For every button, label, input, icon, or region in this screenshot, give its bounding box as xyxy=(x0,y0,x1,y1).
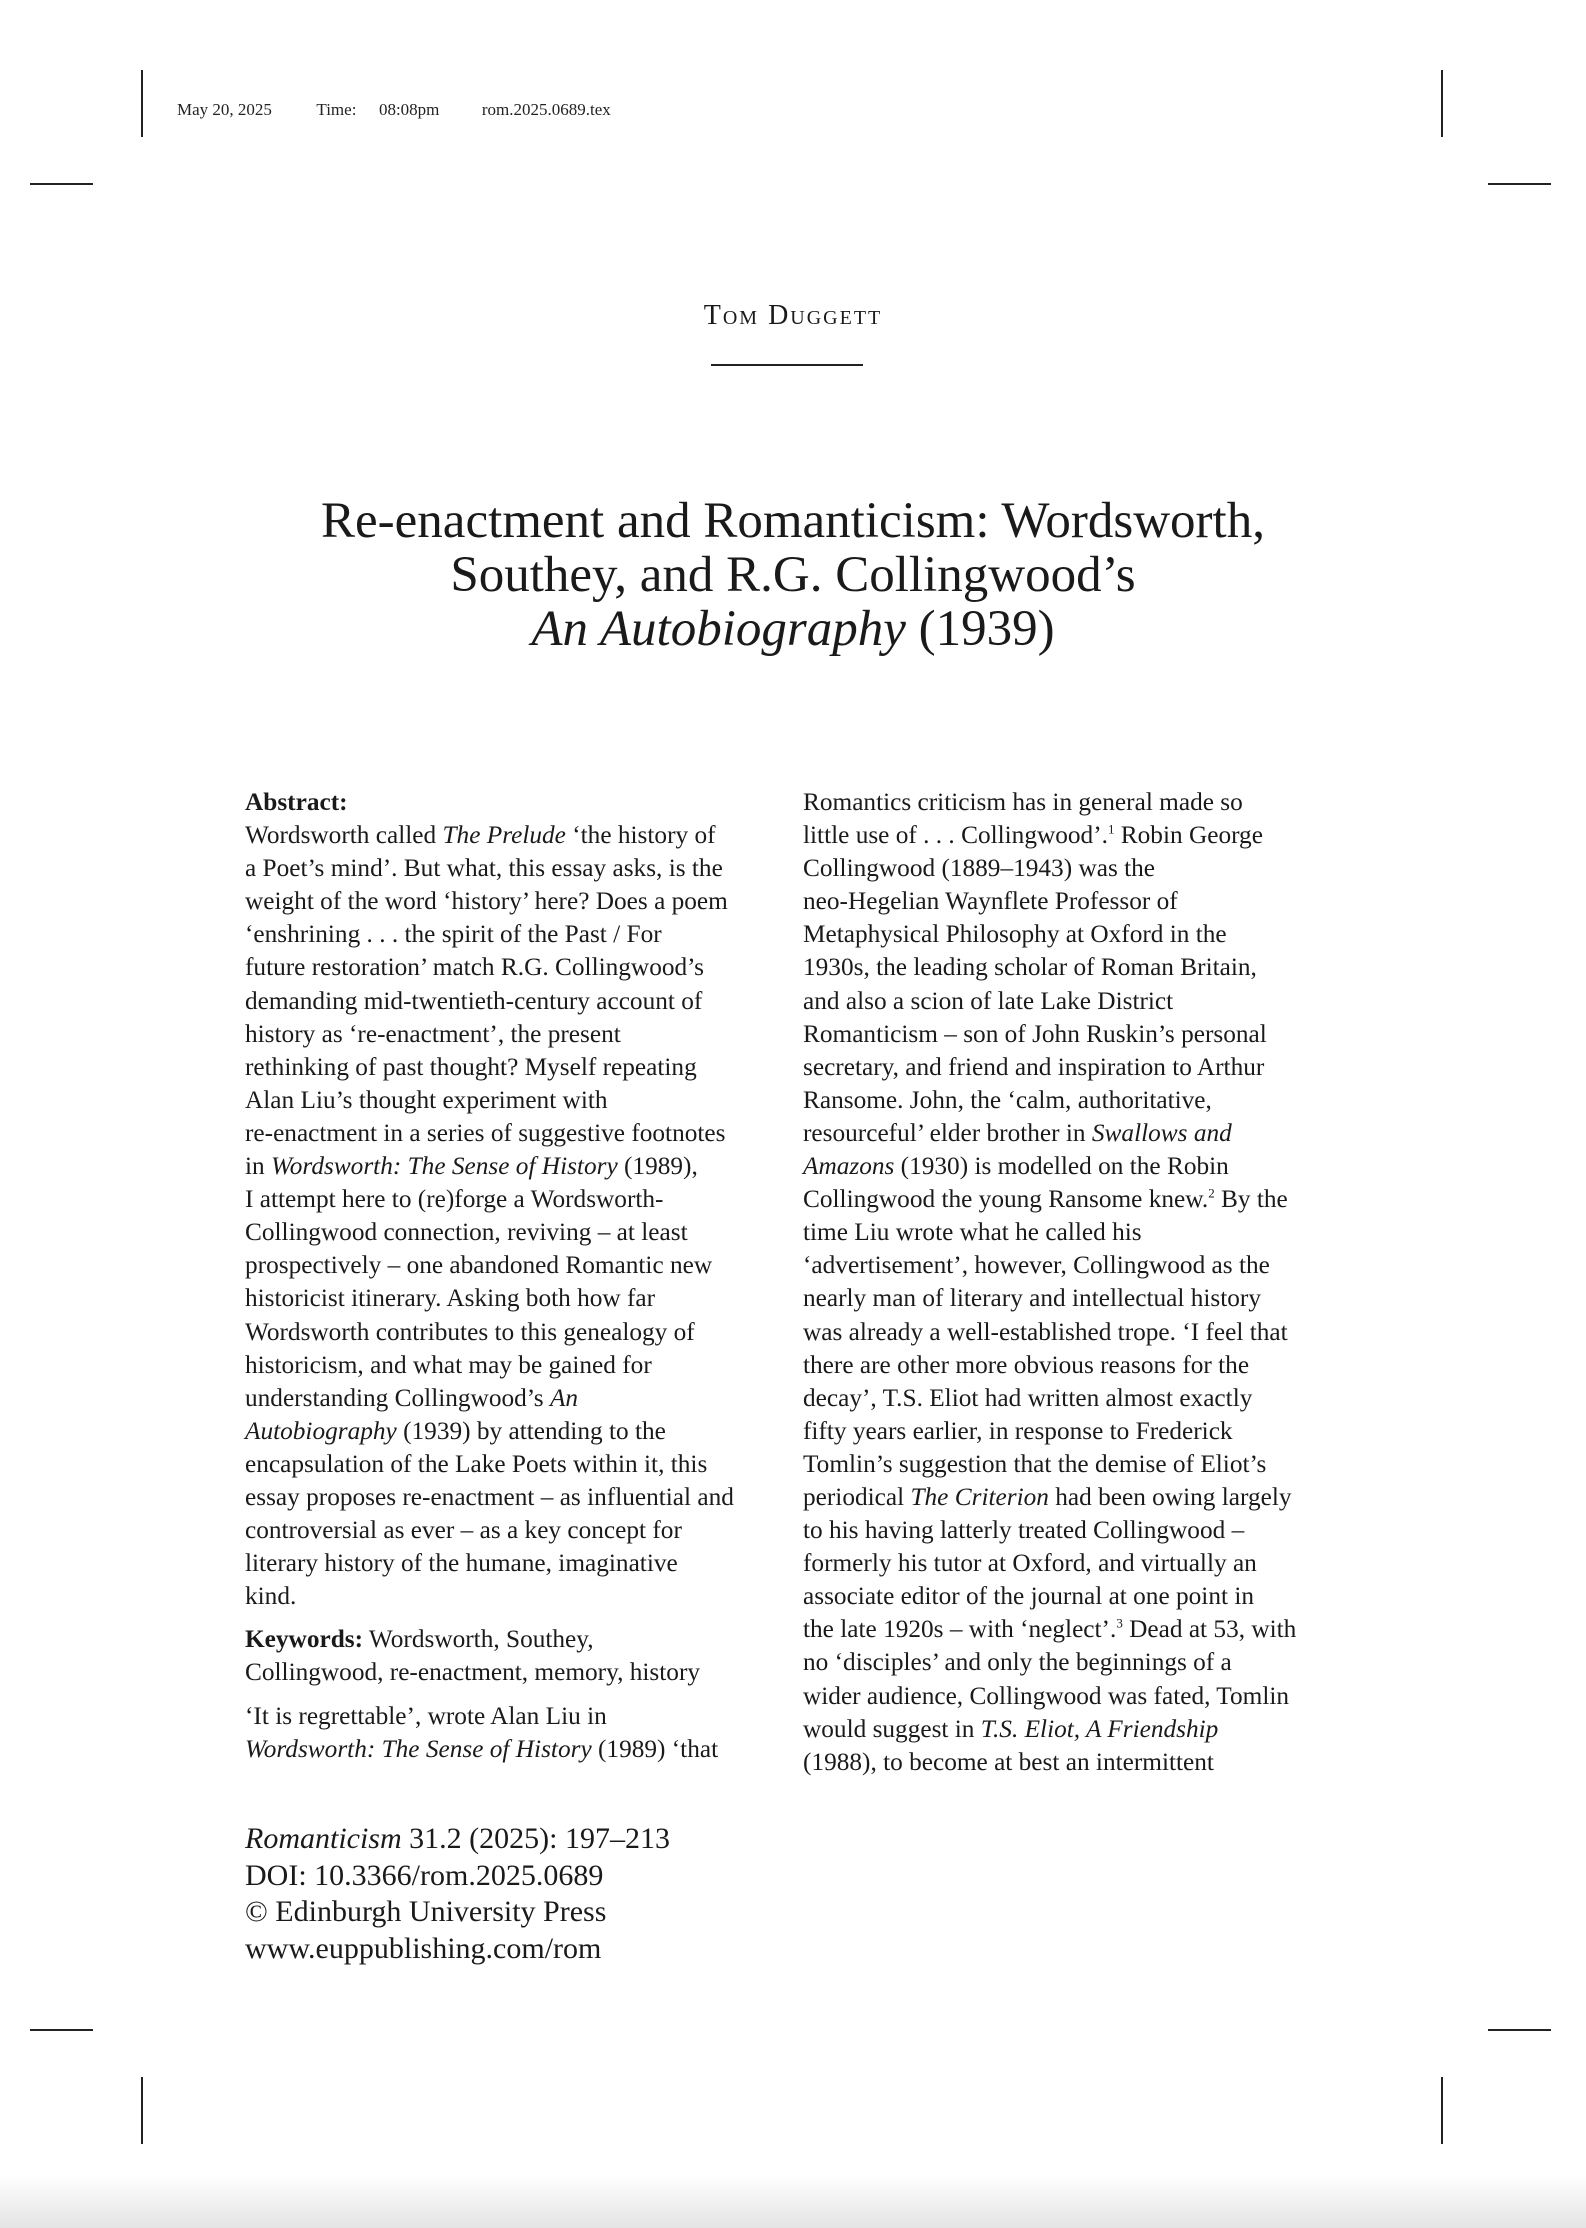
text-line xyxy=(245,1700,775,1733)
abstract-text xyxy=(245,819,775,1613)
text-line xyxy=(245,918,775,951)
text-segment: By the xyxy=(1214,1185,1288,1214)
text-line xyxy=(245,1018,775,1051)
text-line xyxy=(803,1249,1343,1282)
article-title xyxy=(0,494,1586,656)
italic-text: The Prelude xyxy=(442,821,566,850)
text-segment: literary history of the humane, imaginative xyxy=(245,1549,678,1578)
text-line xyxy=(803,1349,1343,1382)
text-segment: encapsulation of the Lake Poets within it, this xyxy=(245,1449,708,1478)
italic-text: Swallows and xyxy=(1091,1118,1232,1147)
header-date: May 20, 2025 xyxy=(177,100,272,119)
text-line xyxy=(803,1448,1343,1481)
text-segment: formerly his tutor at Oxford, and virtually an xyxy=(803,1549,1257,1578)
text-line xyxy=(245,1216,775,1249)
text-line xyxy=(803,1282,1343,1315)
text-line xyxy=(803,918,1343,951)
text-line xyxy=(803,1018,1343,1051)
text-line xyxy=(245,1150,775,1183)
text-segment: little use of . . . Collingwood’. xyxy=(803,821,1108,850)
text-segment: (1989), xyxy=(617,1152,698,1181)
text-line xyxy=(803,1713,1343,1746)
text-segment: was already a well-established trope. ‘I feel that xyxy=(803,1317,1288,1346)
crop-mark xyxy=(30,2029,93,2031)
title-line: Re-enactment and Romanticism: Wordsworth, xyxy=(321,493,1265,549)
text-segment: 1930s, the leading scholar of Roman Britain, xyxy=(803,953,1257,982)
text-line xyxy=(245,1349,775,1382)
crop-mark xyxy=(1441,70,1443,137)
text-line xyxy=(803,1514,1343,1547)
text-segment: Romantics criticism has in general made so xyxy=(803,788,1243,816)
text-line xyxy=(245,1282,775,1315)
text-segment: I attempt here to (re)forge a Wordsworth- xyxy=(245,1185,664,1214)
footnote-marker: 3 xyxy=(1116,1615,1123,1631)
text-line xyxy=(245,1183,775,1216)
keywords-label: Keywords: xyxy=(245,1625,364,1654)
text-line xyxy=(245,1051,775,1084)
journal-footer xyxy=(245,1821,670,1967)
text-line xyxy=(803,1150,1343,1183)
text-line xyxy=(245,852,775,885)
keywords-line xyxy=(245,1623,775,1656)
text-line xyxy=(245,1117,775,1150)
header-time-value: 08:08pm xyxy=(378,100,440,119)
text-segment: Collingwood connection, reviving – at least xyxy=(245,1218,688,1247)
text-segment: Alan Liu’s thought experiment with xyxy=(245,1085,608,1114)
text-line xyxy=(803,1382,1343,1415)
text-line xyxy=(245,1084,775,1117)
text-segment: periodical xyxy=(803,1482,911,1511)
text-line xyxy=(803,1216,1343,1249)
text-line xyxy=(803,1183,1343,1216)
title-line: Southey, and R.G. Collingwood’s xyxy=(450,547,1136,603)
text-segment: Collingwood (1889–1943) was the xyxy=(803,854,1156,883)
header-time-label: Time: xyxy=(316,100,357,119)
text-segment: rethinking of past thought? Myself repeating xyxy=(245,1052,697,1081)
text-line xyxy=(803,1415,1343,1448)
text-segment: ‘advertisement’, however, Collingwood as the xyxy=(803,1251,1270,1280)
text-segment: Dead at 53, with xyxy=(1122,1615,1297,1644)
header-file: rom.2025.0689.tex xyxy=(481,100,611,119)
text-segment: Collingwood the young Ransome knew. xyxy=(803,1185,1209,1214)
text-segment: associate editor of the journal at one point in xyxy=(803,1582,1254,1611)
text-segment: kind. xyxy=(245,1582,297,1611)
text-segment: (1989) ‘that xyxy=(591,1734,719,1763)
text-segment: and also a scion of late Lake District xyxy=(803,986,1174,1015)
italic-text: Wordsworth: The Sense of History xyxy=(245,1734,592,1763)
text-line xyxy=(803,1646,1343,1679)
text-segment: ‘It is regrettable’, wrote Alan Liu in xyxy=(245,1701,607,1730)
text-line xyxy=(245,1316,775,1349)
author-rule xyxy=(711,364,863,366)
text-segment: historicist itinerary. Asking both how far xyxy=(245,1284,656,1313)
text-line xyxy=(245,1580,775,1613)
journal-url: www.euppublishing.com/rom xyxy=(245,1931,602,1965)
text-line xyxy=(245,1249,775,1282)
text-line xyxy=(245,1514,775,1547)
text-line xyxy=(245,885,775,918)
italic-text: Wordsworth: The Sense of History xyxy=(271,1152,618,1181)
italic-text: Amazons xyxy=(803,1152,895,1181)
text-segment: Tomlin’s suggestion that the demise of Eliot’s xyxy=(803,1449,1267,1478)
journal-citation xyxy=(245,1821,670,1858)
journal-issue: 31.2 (2025): 197–213 xyxy=(401,1822,670,1855)
keywords-line: Collingwood, re-enactment, memory, history xyxy=(245,1658,701,1687)
text-segment: fifty years earlier, in response to Frederick xyxy=(803,1416,1233,1445)
italic-text: The Criterion xyxy=(910,1482,1049,1511)
text-segment: demanding mid-twentieth-century account of xyxy=(245,986,703,1015)
text-line xyxy=(803,1117,1343,1150)
text-segment: prospectively – one abandoned Romantic new xyxy=(245,1251,713,1280)
doi: DOI: 10.3366/rom.2025.0689 xyxy=(245,1858,604,1892)
text-segment: time Liu wrote what he called his xyxy=(803,1218,1142,1247)
text-segment: neo-Hegelian Waynflete Professor of xyxy=(803,887,1178,916)
text-segment: in xyxy=(245,1152,272,1181)
text-line xyxy=(245,1415,775,1448)
page-edge-shadow xyxy=(0,2175,1586,2228)
text-line xyxy=(245,985,775,1018)
text-line xyxy=(803,1680,1343,1713)
text-segment: Metaphysical Philosophy at Oxford in the xyxy=(803,920,1227,949)
text-line xyxy=(245,1382,775,1415)
text-segment: to his having latterly treated Collingwood – xyxy=(803,1516,1245,1545)
journal-name: Romanticism xyxy=(245,1822,402,1855)
text-line xyxy=(803,985,1343,1018)
text-segment: resourceful’ elder brother in xyxy=(803,1118,1092,1147)
text-line xyxy=(803,1084,1343,1117)
text-segment: historicism, and what may be gained for xyxy=(245,1350,652,1379)
crop-mark xyxy=(141,2077,143,2144)
text-segment: Robin George xyxy=(1114,821,1263,850)
left-column xyxy=(245,786,775,1766)
text-line xyxy=(803,885,1343,918)
text-segment: decay’, T.S. Eliot had written almost exactly xyxy=(803,1383,1253,1412)
text-segment: no ‘disciples’ and only the beginnings of a xyxy=(803,1648,1232,1677)
text-segment: Wordsworth contributes to this genealogy of xyxy=(245,1317,695,1346)
crop-mark xyxy=(1488,2029,1551,2031)
text-line xyxy=(803,786,1343,819)
text-line xyxy=(245,1547,775,1580)
text-segment: Ransome. John, the ‘calm, authoritative, xyxy=(803,1085,1212,1114)
text-line xyxy=(803,1316,1343,1349)
text-segment: secretary, and friend and inspiration to Arthur xyxy=(803,1052,1265,1081)
crop-mark xyxy=(30,183,93,185)
text-segment: nearly man of literary and intellectual history xyxy=(803,1284,1261,1313)
author-name: Tom Duggett xyxy=(703,300,883,331)
text-line xyxy=(803,1547,1343,1580)
title-italic: An Autobiography xyxy=(531,601,906,657)
italic-text: Autobiography xyxy=(245,1416,397,1445)
text-line xyxy=(245,951,775,984)
text-segment: controversial as ever – as a key concept for xyxy=(245,1516,682,1545)
text-line xyxy=(245,1733,775,1766)
footnote-marker: 2 xyxy=(1208,1185,1215,1201)
crop-mark xyxy=(141,70,143,137)
text-segment: wider audience, Collingwood was fated, Tomlin xyxy=(803,1681,1290,1710)
text-line xyxy=(803,819,1343,852)
text-segment: future restoration’ match R.G. Collingwood’s xyxy=(245,953,705,982)
title-line xyxy=(0,602,1586,656)
publisher: © Edinburgh University Press xyxy=(245,1895,607,1928)
text-segment: would suggest in xyxy=(803,1714,981,1743)
text-segment: the late 1920s – with ‘neglect’. xyxy=(803,1615,1117,1644)
text-segment: (1939) by attending to the xyxy=(396,1416,666,1445)
text-segment: weight of the word ‘history’ here? Does a poem xyxy=(245,887,728,916)
italic-text: T.S. Eliot, A Friendship xyxy=(980,1714,1219,1743)
text-segment: (1988), to become at best an intermittent xyxy=(803,1747,1214,1776)
text-line xyxy=(245,819,775,852)
text-segment: ‘enshrining . . . the spirit of the Past / For xyxy=(245,920,662,949)
text-line xyxy=(245,1448,775,1481)
crop-mark xyxy=(1441,2077,1443,2144)
text-segment: essay proposes re-enactment – as influential and xyxy=(245,1482,734,1511)
typesetting-header xyxy=(177,100,611,120)
body-text-start xyxy=(245,1700,775,1766)
text-segment: re-enactment in a series of suggestive footnotes xyxy=(245,1118,726,1147)
text-segment: ‘the history of xyxy=(565,821,716,850)
text-line xyxy=(803,1481,1343,1514)
text-line xyxy=(803,1613,1343,1646)
text-segment: Wordsworth called xyxy=(245,821,443,850)
text-segment: understanding Collingwood’s xyxy=(245,1383,550,1412)
italic-text: An xyxy=(549,1383,579,1412)
text-line xyxy=(803,852,1343,885)
text-segment: there are other more obvious reasons for the xyxy=(803,1350,1250,1379)
text-line xyxy=(803,1746,1343,1779)
crop-mark xyxy=(1488,183,1551,185)
abstract-heading: Abstract: xyxy=(245,788,348,816)
text-segment: history as ‘re-enactment’, the present xyxy=(245,1019,621,1048)
text-line xyxy=(245,1481,775,1514)
text-segment: Romanticism – son of John Ruskin’s personal xyxy=(803,1019,1267,1048)
text-line xyxy=(803,1051,1343,1084)
text-line xyxy=(803,951,1343,984)
text-segment: a Poet’s mind’. But what, this essay asks, is the xyxy=(245,854,723,883)
footnote-marker: 1 xyxy=(1107,821,1115,837)
right-column xyxy=(803,786,1343,1779)
text-line xyxy=(803,1580,1343,1613)
title-year: (1939) xyxy=(905,601,1055,657)
text-segment: had been owing largely xyxy=(1048,1482,1292,1511)
keywords-part: Wordsworth, Southey, xyxy=(363,1625,594,1654)
text-segment: (1930) is modelled on the Robin xyxy=(894,1152,1229,1181)
